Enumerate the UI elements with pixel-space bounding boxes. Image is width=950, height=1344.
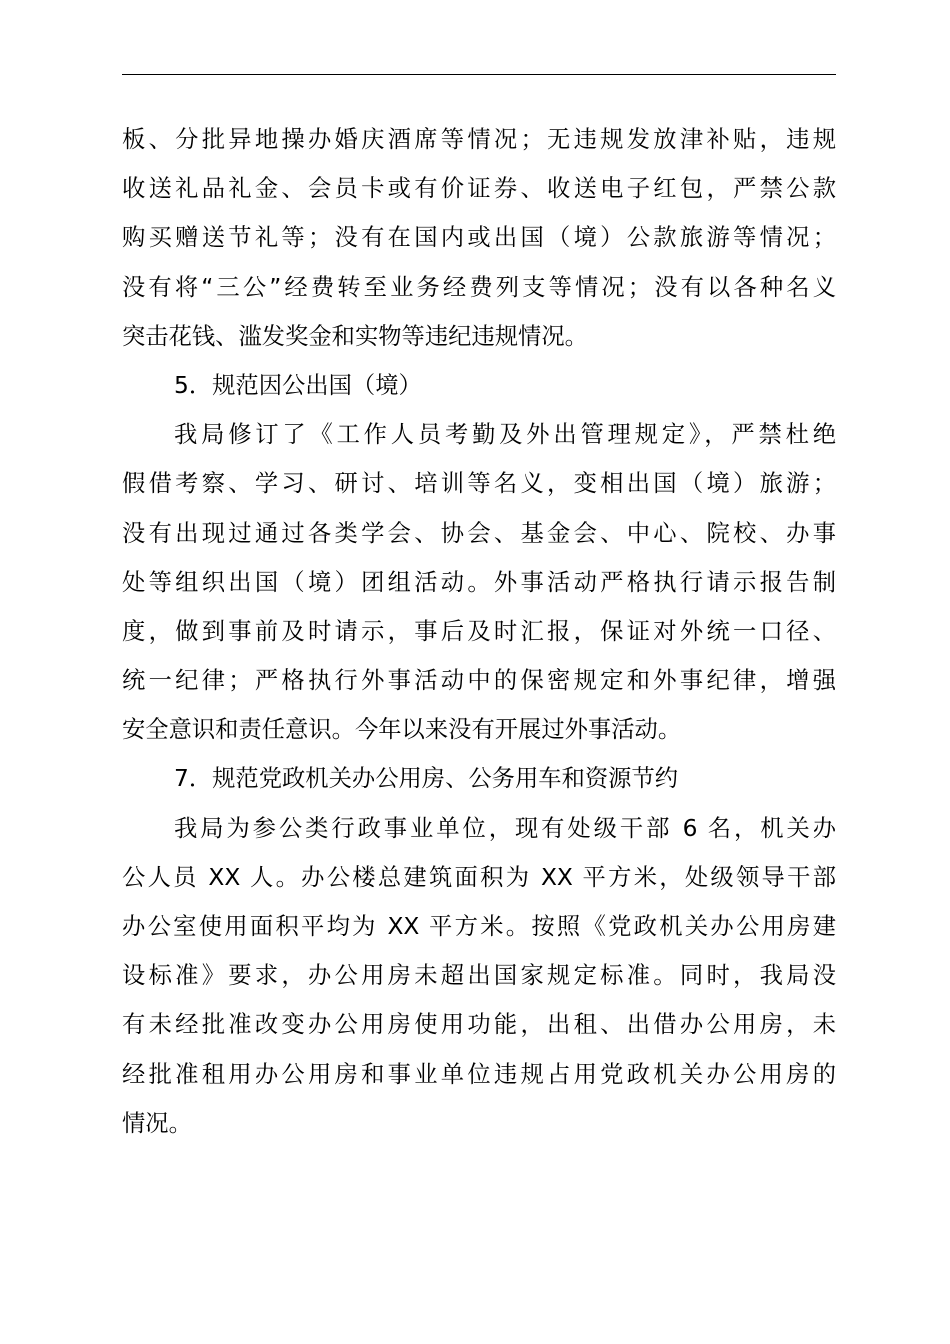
- paragraph-line: 突击花钱、滥发奖金和实物等违纪违规情况。: [122, 322, 588, 350]
- section-heading: 5．规范因公出国（境）: [174, 371, 422, 399]
- paragraph-line: 板、分批异地操办婚庆酒席等情况；无违规发放津补贴，违规: [122, 126, 836, 153]
- paragraph-line: 办公室使用面积平均为 XX 平方米。按照《党政机关办公用房建: [122, 913, 836, 940]
- paragraph-line: 有未经批准改变办公用房使用功能，出租、出借办公用房，未: [122, 1011, 836, 1039]
- paragraph-line: 经批准租用办公用房和事业单位违规占用党政机关办公用房的: [122, 1060, 836, 1088]
- paragraph-line: 我局修订了《工作人员考勤及外出管理规定》，严禁杜绝: [174, 421, 836, 449]
- header-rule: [122, 74, 836, 75]
- paragraph-line: 收送礼品礼金、会员卡或有价证券、收送电子红包，严禁公款: [122, 175, 836, 203]
- paragraph-line: 安全意识和责任意识。今年以来没有开展过外事活动。: [122, 716, 682, 744]
- paragraph-line: 设标准》要求，办公用房未超出国家规定标准。同时，我局没: [122, 962, 836, 990]
- paragraph-line: 情况。: [122, 1109, 192, 1137]
- paragraph-line: 没有出现过通过各类学会、协会、基金会、中心、院校、办事: [122, 519, 836, 547]
- paragraph-line: 我局为参公类行政事业单位，现有处级干部 6 名，机关办: [174, 814, 836, 842]
- paragraph-line: 统一纪律；严格执行外事活动中的保密规定和外事纪律，增强: [122, 667, 836, 695]
- document-body: [122, 115, 836, 1148]
- paragraph-line: 没有将“三公”经费转至业务经费列支等情况；没有以各种名义: [122, 273, 836, 301]
- paragraph-line: 假借考察、学习、研讨、培训等名义，变相出国（境）旅游；: [122, 470, 836, 498]
- paragraph-line: 度，做到事前及时请示，事后及时汇报，保证对外统一口径、: [122, 617, 836, 645]
- section-heading: 7．规范党政机关办公用房、公务用车和资源节约: [174, 765, 679, 793]
- paragraph-line: 处等组织出国（境）团组活动。外事活动严格执行请示报告制: [122, 568, 836, 596]
- paragraph-line: 购买赠送节礼等；没有在国内或出国（境）公款旅游等情况；: [122, 224, 836, 252]
- paragraph-line: 公人员 XX 人。办公楼总建筑面积为 XX 平方米，处级领导干部: [122, 863, 836, 891]
